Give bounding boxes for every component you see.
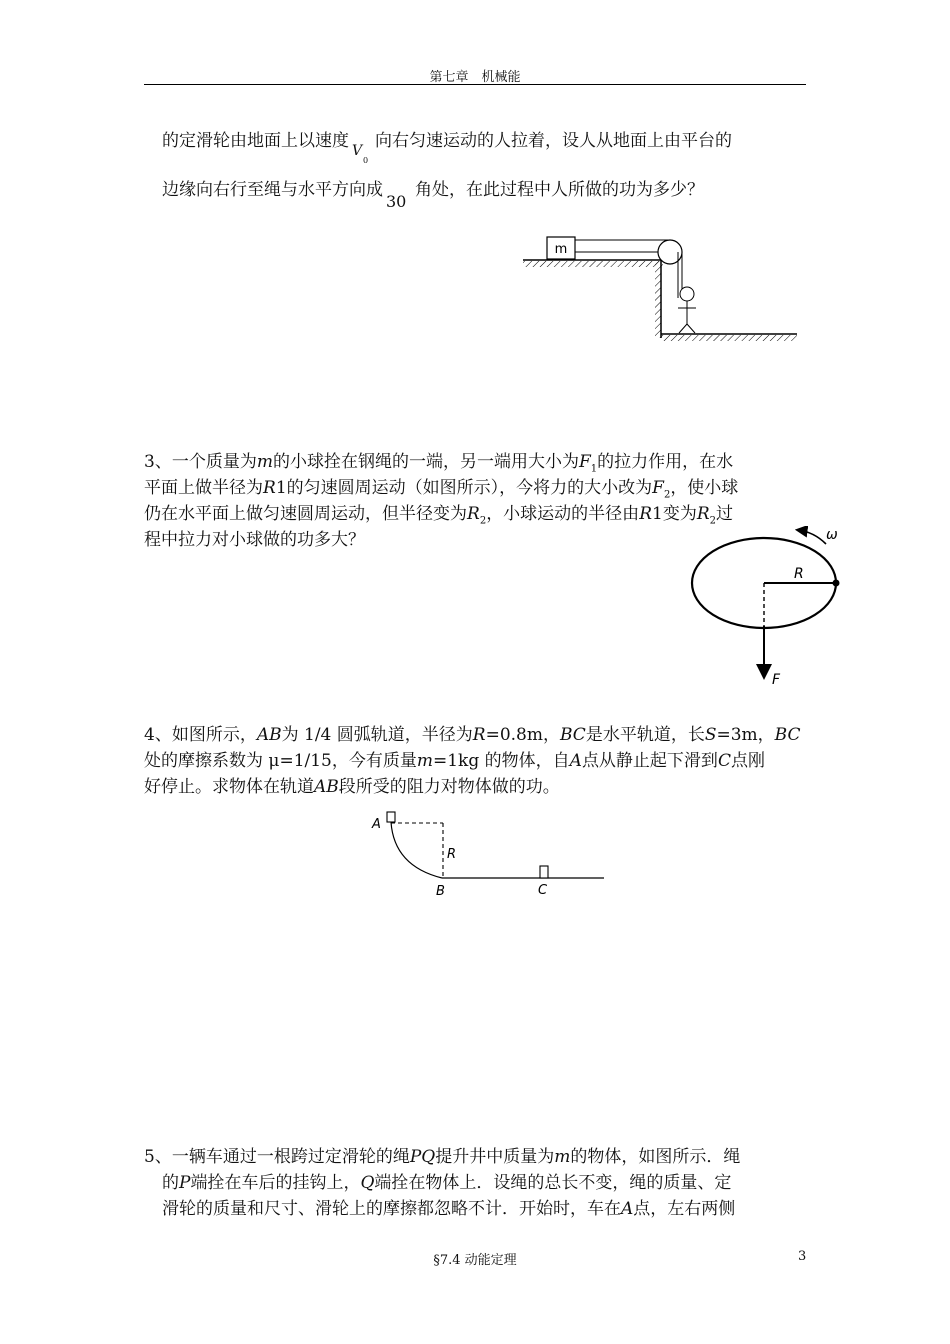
arc-track-figure (364, 806, 610, 898)
radius-label: R (794, 566, 804, 582)
problem-4-line-1: 4、如图所示，AB为 1/4 圆弧轨道，半径为R=0.8m，BC是水平轨道，长S=3m，BC (144, 725, 801, 745)
problem-3-line-4: 程中拉力对小球做的功多大？ (144, 530, 365, 550)
page-number: 3 (798, 1249, 807, 1264)
page-header-title: 第七章 机械能 (429, 70, 521, 85)
point-c-label: C (538, 883, 548, 898)
problem-3-line-3: 仍在水平面上做匀速圆周运动，但半径变为$R_2$，小球运动的半径由R1变为$R_2$过 (144, 504, 734, 527)
block-at-c (540, 866, 548, 878)
point-b-label: B (436, 884, 445, 898)
velocity-symbol: V 0 (352, 143, 369, 165)
problem-5-line-3: 滑轮的质量和尺寸、滑轮上的摩擦都忽略不计．开始时，车在A点，左右两侧 (162, 1199, 736, 1219)
circular-motion-figure (686, 526, 846, 694)
problem-2-line-1: 的定滑轮由地面上以速度 V 0 向右匀速运动的人拉着，设人从地面上由平台的 (162, 128, 812, 154)
radius-r-label: R (447, 847, 457, 862)
problem-4-line-2: 处的摩擦系数为 μ=1/15，今有质量m=1kg 的物体，自A点从静止起下滑到C点刚 (144, 751, 765, 771)
problem-5-line-1: 5、一辆车通过一根跨过定滑轮的绳PQ提升井中质量为m的物体，如图所示．绳 (144, 1147, 741, 1167)
person (680, 287, 694, 301)
ball (833, 580, 840, 587)
force-label: F (772, 672, 781, 688)
footer-section: §7.4 动能定理 (433, 1253, 517, 1268)
block-at-a (387, 812, 395, 822)
platform-pulley-figure (515, 228, 805, 350)
mass-label: m (554, 242, 568, 257)
angle-value: 30 (386, 192, 407, 211)
point-a-label: A (372, 817, 381, 832)
omega-label: ω (826, 527, 838, 543)
problem-3-line-1: 3、一个质量为m的小球拴在钢绳的一端，另一端用大小为$F_1$的拉力作用，在水 (144, 452, 734, 475)
problem-5-line-2: 的P端拴在车后的挂钩上，Q端拴在物体上．设绳的总长不变，绳的质量、定 (162, 1173, 732, 1193)
problem-3-line-2: 平面上做半径为R1的匀速圆周运动（如图所示），今将力的大小改为$F_2$，使小球 (144, 478, 739, 501)
problem-2-line-2: 边缘向右行至绳与水平方向成 30 角处，在此过程中人所做的功为多少？ (162, 177, 812, 203)
header-rule (144, 84, 806, 85)
problem-4-line-3: 好停止。求物体在轨道AB段所受的阻力对物体做的功。 (144, 777, 560, 797)
